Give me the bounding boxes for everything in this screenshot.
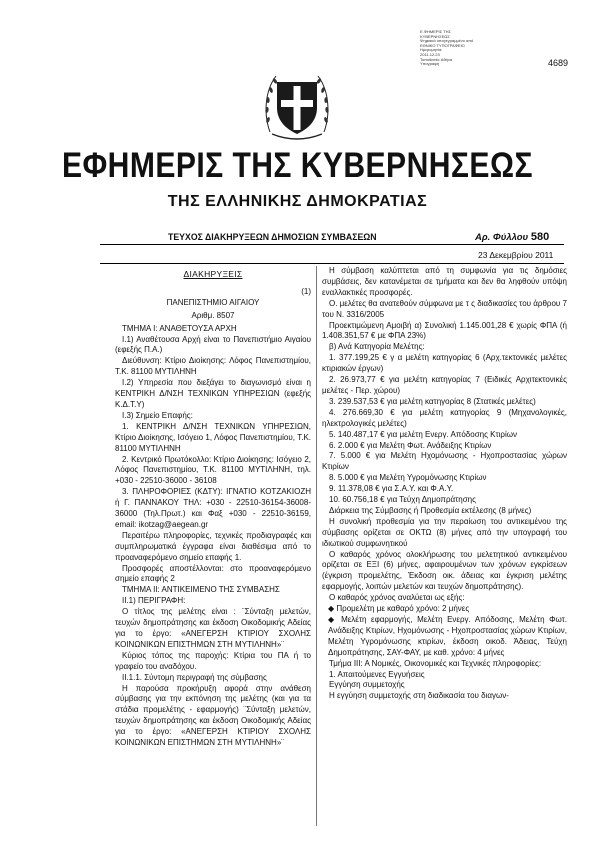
gazette-subtitle: ΤΗΣ ΕΛΛΗΝΙΚΗΣ ΔΗΜΟΚΡΑΤΙΑΣ xyxy=(167,193,428,210)
notice-number: (1) xyxy=(301,286,311,296)
stamp-line: ΕΘΝΙΚΟ ΤΥΠΟΓΡΑΦΕΙΟ xyxy=(420,42,465,48)
bullet-item: ◆ Μελέτη εφαρμογής, Μελέτη Ενεργ. Απόδοσης, Μελέτη Φωτ. Ανάδειξης Κτιρίων, Ηχομόνωσης - Ηχοπροστασίας χώρων Κτιρίων, Μελέτη Υγρομόνωσης κτιρίων, έκδοση οικοδ. Άδειας, Τεύχη Δημοπράτησης, ΣΑΥ-ΦΑΥ, με καθ. χρόνο: 4 μήνες xyxy=(328,615,567,657)
paragraph: 1. Απαιτούμενες Εγγυήσεις xyxy=(329,669,425,679)
paragraph: Περαιτέρω πληροφορίες, τεχνικές προδιαγραφές και συμπληρωματικά έγγραφα είναι διαθέσιμα από το προαναφερόμενο σημείο επαφής 1. xyxy=(115,530,311,562)
paragraph: Ο καθαρός χρόνος αναλύεται ως εξής: xyxy=(329,593,465,603)
stamp-line: 2011.12.23 xyxy=(420,51,440,57)
coat-of-arms-icon xyxy=(262,68,332,146)
fee-item: 9. 11.378,08 € για Σ.Α.Υ. και Φ.Α.Υ. xyxy=(329,484,454,494)
fee-item: 7. 5.000 € για Μελέτη Ηχομόνωσης - Ηχοπροστασίας χώρων Κτιρίων xyxy=(322,451,567,472)
paragraph: Διεύθυνση: Κτίριο Διοίκησης: Λόφος Πανεπιστημίου, Τ.Κ. 81100 ΜΥΤΙΛΗΝΗ xyxy=(115,356,311,377)
sheet-number: 580 xyxy=(530,231,550,243)
issue-type: ΤΕΥΧΟΣ ΔΙΑΚΗΡΥΞΕΩΝ ΔΗΜΟΣΙΩΝ ΣΥΜΒΑΣΕΩΝ xyxy=(168,232,377,243)
paragraph: Ο τίτλος της μελέτης είναι : ¨Σύνταξη μελετών, τευχών δημοπράτησης και έκδοση Οικοδομικής Αδείας για το έργο: «ΑΝΕΓΕΡΣΗ ΚΤΙΡΙΟΥ ΣΧΟΛΗΣ ΚΟΙΝΩΝΙΚΩΝ ΕΠΙΣΤΗΜΩΝ ΣΤΗ ΜΥΤΙΛΗΝΗ»¨ xyxy=(115,607,311,649)
sheet-label: Αρ. Φύλλου xyxy=(475,232,529,243)
stamp-line: Υπογραφή xyxy=(420,61,440,67)
paragraph: Εγγύηση συμμετοχής xyxy=(329,680,405,690)
paragraph: ΙΙ.1) ΠΕΡΙΓΡΑΦΗ: xyxy=(122,596,186,606)
paragraph: Διάρκεια της Σύμβασης ή Προθεσμία εκτέλεσης (8 μήνες) xyxy=(329,505,532,515)
paragraph: Ι.1) Αναθέτουσα Αρχή είναι το Πανεπιστήμιο Αιγαίου (εφεξής Π.Α.) xyxy=(115,334,311,355)
column-divider xyxy=(316,266,317,826)
paragraph: Ο. μελέτες θα ανατεθούν σύμφωνα με τ ς διαδικασίες του άρθρου 7 του Ν. 3316/2005 xyxy=(322,298,567,319)
left-column xyxy=(115,266,311,749)
fee-item: 10. 60.756,18 € για Τεύχη Δημοπράτησης xyxy=(329,495,476,505)
paragraph: Προσφορές αποστέλλονται: στο προαναφερόμενο σημείο επαφής 2 xyxy=(115,563,311,584)
page-number: 4689 xyxy=(548,58,569,68)
paragraph: ΙΙ.1.1. Σύντομη περιγραφή της σύμβασης xyxy=(122,672,267,682)
fee-item: 6. 2.000 € για Μελέτη Φωτ. Ανάδειξης Κτιρίων xyxy=(329,440,492,450)
paragraph: ΤΜΗΜΑ Ι: ΑΝΑΘΕΤΟΥΣΑ ΑΡΧΗ xyxy=(122,323,237,333)
sheet-number-label xyxy=(475,231,549,243)
digital-signature-stamp xyxy=(420,30,512,67)
paragraph: Η συνολική προθεσμία για την περαίωση του αντικειμένου της σύμβασης ορίζεται σε ΟΚΤΩ (8) μήνες από την υπογραφή του ιδιωτικού συμφωνητικού xyxy=(322,516,567,548)
stamp-line: Ψηφιακά υπογεγραμμένο από xyxy=(420,38,474,44)
right-column xyxy=(322,266,567,702)
bullet-item: ◆ Προμελέτη με καθαρό χρόνο: 2 μήνες xyxy=(328,604,470,614)
stamp-line: Ημερομηνία: xyxy=(420,47,443,53)
paragraph: β) Ανά Κατηγορία Μελέτης: xyxy=(329,342,425,352)
paragraph: Κύριος τόπος της παροχής: Κτίρια του ΠΑ ή το γραφείο του αναδόχου. xyxy=(115,650,311,671)
fee-item: 2. 26.973,77 € για μελέτη κατηγορίας 7 (Ειδικές Αρχιτεκτονικές μελέτες - Περ. χώρου) xyxy=(322,375,567,395)
issue-date: 23 Δεκεμβρίου 2011 xyxy=(478,250,554,260)
fee-item: 4. 276.669,30 € για μελέτη κατηγορίας 9 (Μηχανολογικές, ηλεκτρολογικές μελέτες) xyxy=(322,407,567,428)
paragraph: Η παρούσα προκήρυξη αφορά στην ανάθεση σύμβασης για την εκπόνηση της μελέτης (και για τα στάδια προμελέτης - εφαρμογής) ¨Σύνταξη μελετών, τευχών δημοπράτησης και έκδοση Οικοδομικής Αδείας για το έργο: «ΑΝΕΓΕΡΣΗ ΚΤΙΡΙΟΥ ΣΧΟΛΗΣ ΚΟΙΝΩΝΙΚΩΝ ΕΠΙΣΤΗΜΩΝ ΣΤΗ ΜΥΤΙΛΗΝΗ»¨ xyxy=(115,683,311,748)
stamp-line: ΚΥΒΕΡΝΗΣΕΩΣ xyxy=(420,33,450,39)
section-heading: ΔΙΑΚΗΡΥΞΕΙΣ xyxy=(183,269,243,279)
paragraph: Προεκτιμώμενη Αμοιβή α) Συνολική 1.145.001,28 € χωρίς ΦΠΑ (ή 1.408.351,57 € με ΦΠΑ 23%) xyxy=(322,320,567,341)
organization-name: ΠΑΝΕΠΙΣΤΗΜΙΟ ΑΙΓΑΙΟΥ xyxy=(166,297,260,307)
stamp-line: Ε.ΦΗΜΕΡΙΣ ΤΗΣ xyxy=(420,29,451,34)
header-rule xyxy=(100,244,564,245)
paragraph: Η σύμβαση καλύπτεται από τη συμφωνία για τις δημόσιες συμβάσεις, δεν κατανέμεται σε τμήματα και δεν θα ληφθούν υπόψη εναλλακτικές προσφορές. xyxy=(322,266,567,297)
paragraph: Η εγγύηση συμμετοχής στη διαδικασία του διαγων- xyxy=(329,691,509,701)
header-rule xyxy=(100,263,564,264)
paragraph: 1. ΚΕΝΤΡΙΚΗ Δ/ΝΣΗ ΤΕΧΝΙΚΩΝ ΥΠΗΡΕΣΙΩΝ, Κτίριο Διοίκησης, Ισόγειο 1, Λόφος Πανεπιστημίου, Τ.Κ. 81100 ΜΥΤΙΛΗΝΗ xyxy=(115,421,311,453)
paragraph: Ι.3) Σημείο Επαφής: xyxy=(122,410,193,420)
paragraph: 3. ΠΛΗΡΟΦΟΡΙΕΣ (ΚΔΤΥ): ΙΓΝΑΤΙΟ ΚΟΤΖΑΚΙΟΖΗ ή Γ. ΠΑΝΝΑΚΟΥ ΤΗΛ: +030 - 22510-36154-36008- 36000 (Τηλ.Πρωτ.) και Φαξ +030 - 22510-36159, email: ikotzag@aegean.gr xyxy=(115,487,311,529)
paragraph: ΤΜΗΜΑ ΙΙ: ΑΝΤΙΚΕΙΜΕΝΟ ΤΗΣ ΣΥΜΒΑΣΗΣ xyxy=(122,585,280,595)
fee-item: 8. 5.000 € για Μελέτη Υγρομόνωσης Κτιρίων xyxy=(329,473,487,483)
fee-item: 3. 239.537,53 € για μελέτη κατηγορίας 8 (Στατικές μελέτες) xyxy=(329,396,536,406)
gazette-masthead: ΕΦΗΜΕΡΙΣ ΤΗΣ ΚΥΒΕΡΝΗΣΕΩΣ xyxy=(62,146,533,185)
fee-item: 1. 377.199,25 € γ α μελέτη κατηγορίας 6 (Αρχ.τεκτονικές μελέτες κτιριακών έργων) xyxy=(322,353,567,374)
paragraph: Τμήμα ΙΙΙ: Α Νομικές, Οικονομικές και Τεχνικές πληροφορίες: xyxy=(329,658,542,668)
paragraph: Ο καθαρός χρόνος ολοκλήρωσης του μελετητικού αντικειμένου ορίζεται σε ΕΞΙ (6) μήνες, αφαιρουμένων των χρόνων εγκρίσεων (έγκριση προμελέτης, Έκδοση οικ. άδειας και έγκριση μελέτης εφαρμογής, λοιπών μελετών και τευχών δημοπράτησης). xyxy=(322,549,567,592)
reference-number: Αριθμ. 8507 xyxy=(191,310,235,320)
fee-item: 5. 140.487,17 € για μελέτη Ενεργ. Απόδοσης Κτιρίων xyxy=(329,429,518,439)
stamp-line: Τοποθεσία: Αθήνα xyxy=(420,56,453,62)
paragraph: 2. Κεντρικό Πρωτόκολλο: Κτίριο Διοίκησης: Ισόγειο 2, Λόφος Πανεπιστημίου, Τ.Κ. 81100 ΜΥΤΙΛΗΝΗ, τηλ. +030 - 22510-36000 - 36108 xyxy=(115,454,311,486)
paragraph: Ι.2) Υπηρεσία που διεξάγει το διαγωνισμό είναι η ΚΕΝΤΡΙΚΗ Δ/ΝΣΗ ΤΕΧΝΙΚΩΝ ΥΠΗΡΕΣΙΩΝ (εφεξής Κ.Δ.Τ.Υ) xyxy=(115,378,311,409)
